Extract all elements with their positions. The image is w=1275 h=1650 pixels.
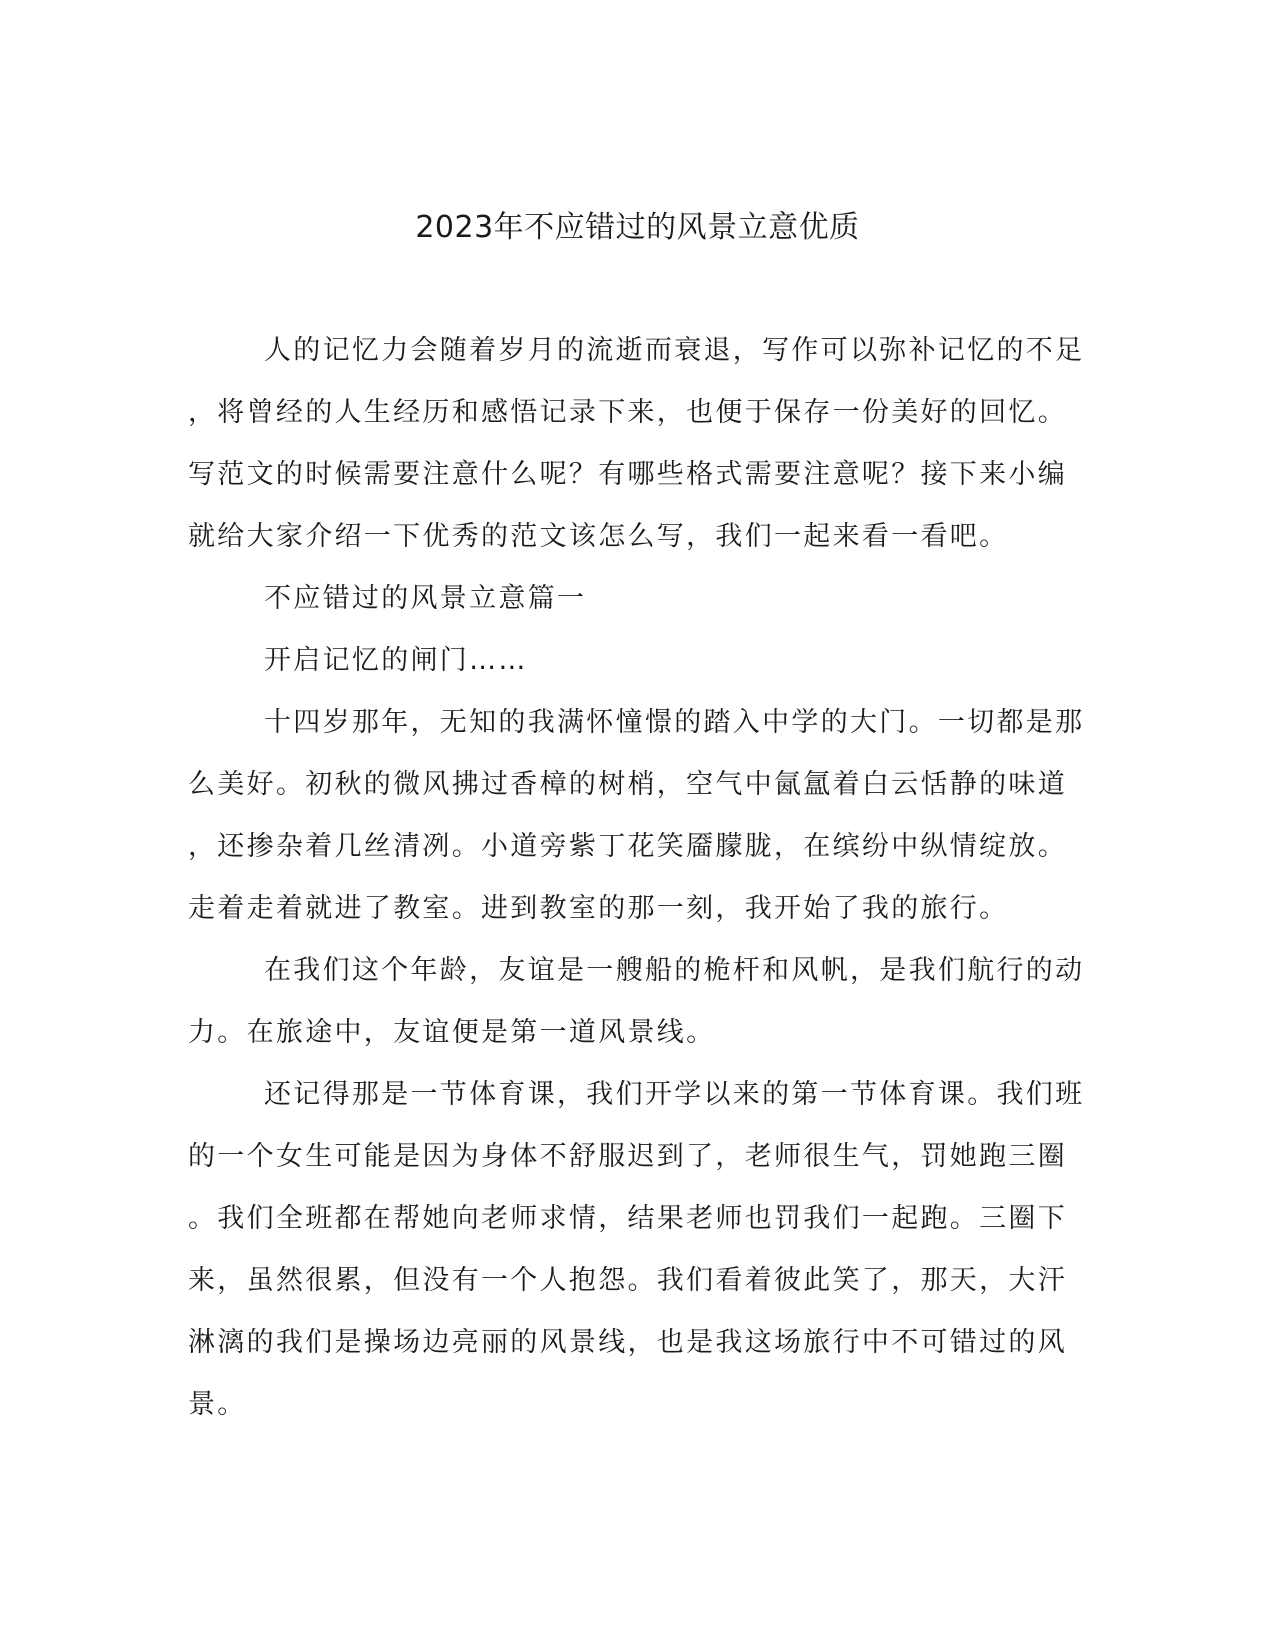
body-line: 开启记忆的闸门…… (264, 645, 528, 676)
body-line: 。我们全班都在帮她向老师求情，结果老师也罚我们一起跑。三圈下 (188, 1203, 1067, 1234)
document-body (188, 320, 1088, 1436)
body-line: 十四岁那年，无知的我满怀憧憬的踏入中学的大门。一切都是那 (264, 707, 1085, 738)
body-line: 走着走着就进了教室。进到教室的那一刻，我开始了我的旅行。 (188, 893, 1009, 924)
body-line: 淋漓的我们是操场边亮丽的风景线，也是我这场旅行中不可错过的风 (188, 1327, 1067, 1358)
body-line: 来，虽然很累，但没有一个人抱怨。我们看着彼此笑了，那天，大汗 (188, 1265, 1067, 1296)
section-heading: 不应错过的风景立意篇一 (264, 583, 587, 614)
body-line: 写范文的时候需要注意什么呢？有哪些格式需要注意呢？接下来小编 (188, 459, 1067, 490)
body-line: 在我们这个年龄，友谊是一艘船的桅杆和风帆，是我们航行的动 (264, 955, 1085, 986)
body-line: ，将曾经的人生经历和感悟记录下来，也便于保存一份美好的回忆。 (188, 397, 1067, 428)
document-title: 2023年不应错过的风景立意优质 (415, 210, 860, 245)
body-line: 的一个女生可能是因为身体不舒服迟到了，老师很生气，罚她跑三圈 (188, 1141, 1067, 1172)
body-line: 就给大家介绍一下优秀的范文该怎么写，我们一起来看一看吧。 (188, 521, 1009, 552)
body-line: ，还掺杂着几丝清冽。小道旁紫丁花笑靥朦胧，在缤纷中纵情绽放。 (188, 831, 1067, 862)
body-line: 人的记忆力会随着岁月的流逝而衰退，写作可以弥补记忆的不足 (264, 335, 1085, 366)
body-line: 力。在旅途中，友谊便是第一道风景线。 (188, 1017, 716, 1048)
body-line: 还记得那是一节体育课，我们开学以来的第一节体育课。我们班 (264, 1079, 1085, 1110)
body-line: 景。 (188, 1389, 247, 1420)
body-line: 么美好。初秋的微风拂过香樟的树梢，空气中氤氲着白云恬静的味道 (188, 769, 1067, 800)
